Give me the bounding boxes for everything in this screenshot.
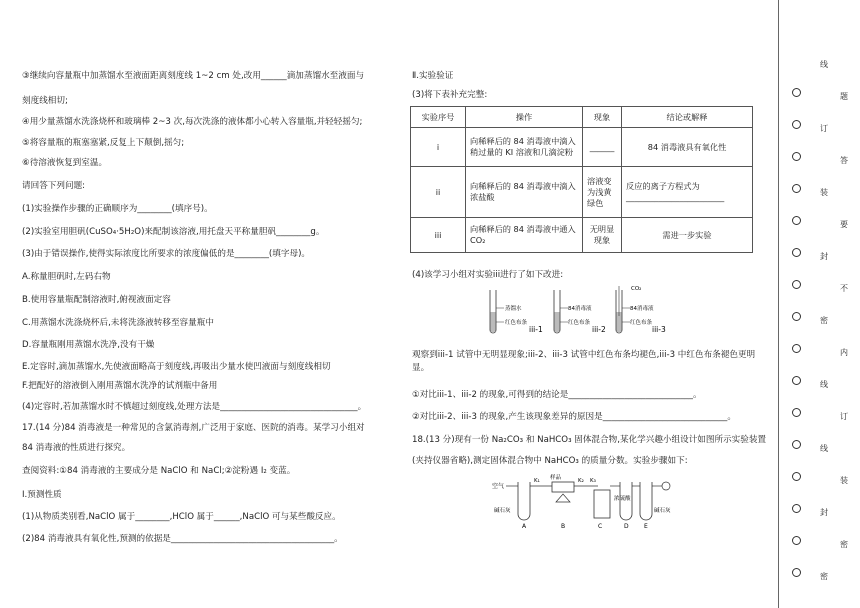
tube-label: 84消毒液 (630, 306, 654, 312)
gas-label: CO₂ (631, 286, 642, 292)
binding-hole-icon (792, 344, 801, 353)
question-4: (4)该学习小组对实验iii进行了如下改进: (412, 270, 564, 280)
table-cell: 向稀释后的 84 消毒液中滴入浓盐酸 (466, 167, 583, 218)
left-text-line: (2)实验室用胆矾(CuSO₄·5H₂O)来配制该溶液,用托盘天平称量胆矾________g。 (22, 227, 325, 237)
air-label: 空气 (492, 483, 505, 490)
left-text-line: 84 消毒液的性质进行探究。 (22, 443, 131, 453)
binding-hole-icon (792, 248, 801, 257)
lime-label: 碱石灰 (494, 508, 511, 514)
left-text-line: ③继续向容量瓶中加蒸馏水至液面距离刻度线 1~2 cm 处,改用______滴加蒸馏水至液面与 (22, 71, 365, 81)
table-header: 现象 (583, 107, 622, 128)
tube-label: 红色布条 (568, 320, 591, 326)
test-tube-figure (484, 286, 674, 342)
valve-label: K₂ (578, 478, 584, 484)
right-text-line: ①对比iii-1、iii-2 的现象,可得到的结论是_____________________________。 (412, 390, 702, 400)
binding-char: 答 (840, 156, 848, 165)
binding-hole-icon (792, 472, 801, 481)
binding-char: 不 (840, 284, 848, 293)
left-text-line: ⑥待溶液恢复到室温。 (22, 158, 108, 168)
section-title-experiment: Ⅱ.实验验证 (412, 71, 454, 81)
tube-label: 红色布条 (630, 320, 653, 326)
binding-hole-icon (792, 312, 801, 321)
binding-char: 密 (840, 540, 848, 549)
binding-hole-icon (792, 120, 801, 129)
test-tube-iii-2 (554, 290, 606, 334)
acid-label: 浓硫酸 (614, 496, 631, 502)
binding-hole-icon (792, 408, 801, 417)
table-cell: ______ (583, 128, 622, 167)
left-text-line: (3)由于错误操作,使得实际浓度比所要求的浓度偏低的是________(填字母)。 (22, 249, 311, 259)
binding-hole-icon (792, 376, 801, 385)
left-text-line: 17.(14 分)84 消毒液是一种常见的含氯消毒剂,广泛用于家庭、医院的消毒。某学习小组对 (22, 423, 365, 433)
table-header: 实验序号 (411, 107, 466, 128)
table-cell: iii (411, 218, 466, 253)
table-cell: i (411, 128, 466, 167)
label-a: A (522, 523, 527, 530)
table-header: 结论或解释 (622, 107, 753, 128)
binding-char: 线 (820, 444, 828, 453)
binding-char: 订 (820, 124, 828, 133)
left-text-line: (4)定容时,若加蒸馏水时不慎超过刻度线,处理方法是________________________________。 (22, 402, 367, 412)
tube-label: 红色布条 (505, 320, 528, 326)
binding-hole-icon (792, 536, 801, 545)
binding-hole-icon (792, 216, 801, 225)
table-cell: 84 消毒液具有氧化性 (622, 128, 753, 167)
table-row (411, 167, 753, 218)
table-cell: ii (411, 167, 466, 218)
table-cell: 向稀释后的 84 消毒液中滴入稍过量的 KI 溶液和几滴淀粉 (466, 128, 583, 167)
label-c: C (598, 523, 603, 530)
table-cell: 向稀释后的 84 消毒液中通入 CO₂ (466, 218, 583, 253)
binding-char: 线 (820, 380, 828, 389)
binding-hole-icon (792, 504, 801, 513)
table-header: 操作 (466, 107, 583, 128)
left-text-line: 请回答下列问题: (22, 181, 86, 191)
binding-hole-icon (792, 440, 801, 449)
binding-char: 封 (820, 252, 828, 261)
table-cell: 反应的离子方程式为________________________ (622, 167, 753, 218)
left-text-line: Ⅰ.预测性质 (22, 490, 62, 500)
left-text-line: C.用蒸馏水洗涤烧杯后,未将洗涤液转移至容量瓶中 (22, 318, 214, 328)
left-text-line: 查阅资料:①84 消毒液的主要成分是 NaClO 和 NaCl;②淀粉遇 I₂ 变蓝。 (22, 466, 296, 476)
left-text-line: F.把配好的溶液倒入刚用蒸馏水洗净的试剂瓶中备用 (22, 381, 218, 391)
burner-icon (556, 494, 570, 502)
left-text-line: (1)从物质类别看,NaClO 属于________,HClO 属于______,NaClO 可与某些酸反应。 (22, 512, 341, 522)
right-text-line: (夹持仪器省略),测定固体混合物中 NaHCO₃ 的质量分数。实验步骤如下: (412, 456, 688, 466)
binding-hole-icon (792, 280, 801, 289)
left-text-line: (1)实验操作步骤的正确顺序为________(填序号)。 (22, 204, 213, 214)
table-cell: 溶液变为浅黄绿色 (583, 167, 622, 218)
experiment-table (410, 106, 753, 253)
binding-char: 内 (840, 348, 848, 357)
left-text-line: E.定容时,滴加蒸馏水,先使液面略高于刻度线,再吸出少量水使凹液面与刻度线相切 (22, 362, 331, 372)
test-tube-iii-3 (616, 286, 666, 334)
table-header-row (411, 107, 753, 128)
label-e: E (644, 523, 648, 530)
tube-label: 蒸馏水 (505, 306, 522, 312)
tube-id: iii-3 (652, 325, 666, 334)
u-tube-e (640, 482, 652, 520)
right-text-line: ②对比iii-2、iii-3 的现象,产生该现象差异的原因是_____________________________。 (412, 412, 736, 422)
binding-char: 装 (840, 476, 848, 485)
binding-char: 要 (840, 220, 848, 229)
apparatus-diagram (490, 474, 690, 530)
tube-label: 84消毒液 (568, 306, 592, 312)
test-tube-iii-1 (490, 290, 543, 334)
right-text-line: 18.(13 分)现有一份 Na₂CO₃ 和 NaHCO₃ 固体混合物,某化学兴趣小组设计如图所示实验装置 (412, 435, 767, 445)
binding-hole-icon (792, 568, 801, 577)
valve-label: K₃ (590, 478, 596, 484)
left-text-line: ⑤将容量瓶的瓶塞塞紧,反复上下颠倒,摇匀; (22, 138, 185, 148)
left-text-line: (2)84 消毒液具有氧化性,预测的依据是______________________________________。 (22, 534, 343, 544)
table-row (411, 218, 753, 253)
table-cell: 需进一步实验 (622, 218, 753, 253)
left-text-line: A.称量胆矾时,左码右物 (22, 272, 111, 282)
sample-label: 样品 (550, 475, 562, 481)
right-text-line: 显。 (412, 363, 430, 373)
binding-hole-icon (792, 152, 801, 161)
wash-bottle (594, 490, 610, 518)
lime-label: 碱石灰 (654, 508, 671, 514)
binding-line (778, 0, 779, 608)
binding-char: 订 (840, 412, 848, 421)
table-cell: 无明显现象 (583, 218, 622, 253)
binding-hole-icon (792, 88, 801, 97)
binding-char: 线 (820, 60, 828, 69)
left-text-line: ④用少量蒸馏水洗涤烧杯和玻璃棒 2~3 次,每次洗涤的液体都小心转入容量瓶,并轻轻摇匀; (22, 117, 363, 127)
u-tube-a (518, 482, 530, 520)
table-row (411, 128, 753, 167)
binding-hole-icon (792, 184, 801, 193)
tube-id: iii-2 (592, 325, 606, 334)
binding-char: 装 (820, 188, 828, 197)
binding-char: 题 (840, 92, 848, 101)
label-b: B (561, 523, 566, 530)
label-d: D (624, 523, 629, 530)
right-text-line: 观察到iii-1 试管中无明显现象;iii-2、iii-3 试管中红色布条均褪色,iii-3 中红色布条褪色更明 (412, 350, 756, 360)
left-text-line: D.容量瓶刚用蒸馏水洗净,没有干燥 (22, 340, 155, 350)
tube-id: iii-1 (529, 325, 543, 334)
binding-char: 封 (820, 508, 828, 517)
left-text-line: 刻度线相切; (22, 96, 68, 106)
binding-char: 密 (820, 572, 828, 581)
sample-tube (552, 482, 574, 492)
binding-char: 密 (820, 316, 828, 325)
question-3: (3)将下表补充完整: (412, 90, 488, 100)
left-text-line: B.使用容量瓶配制溶液时,俯视液面定容 (22, 295, 171, 305)
valve-label: K₁ (534, 478, 540, 484)
